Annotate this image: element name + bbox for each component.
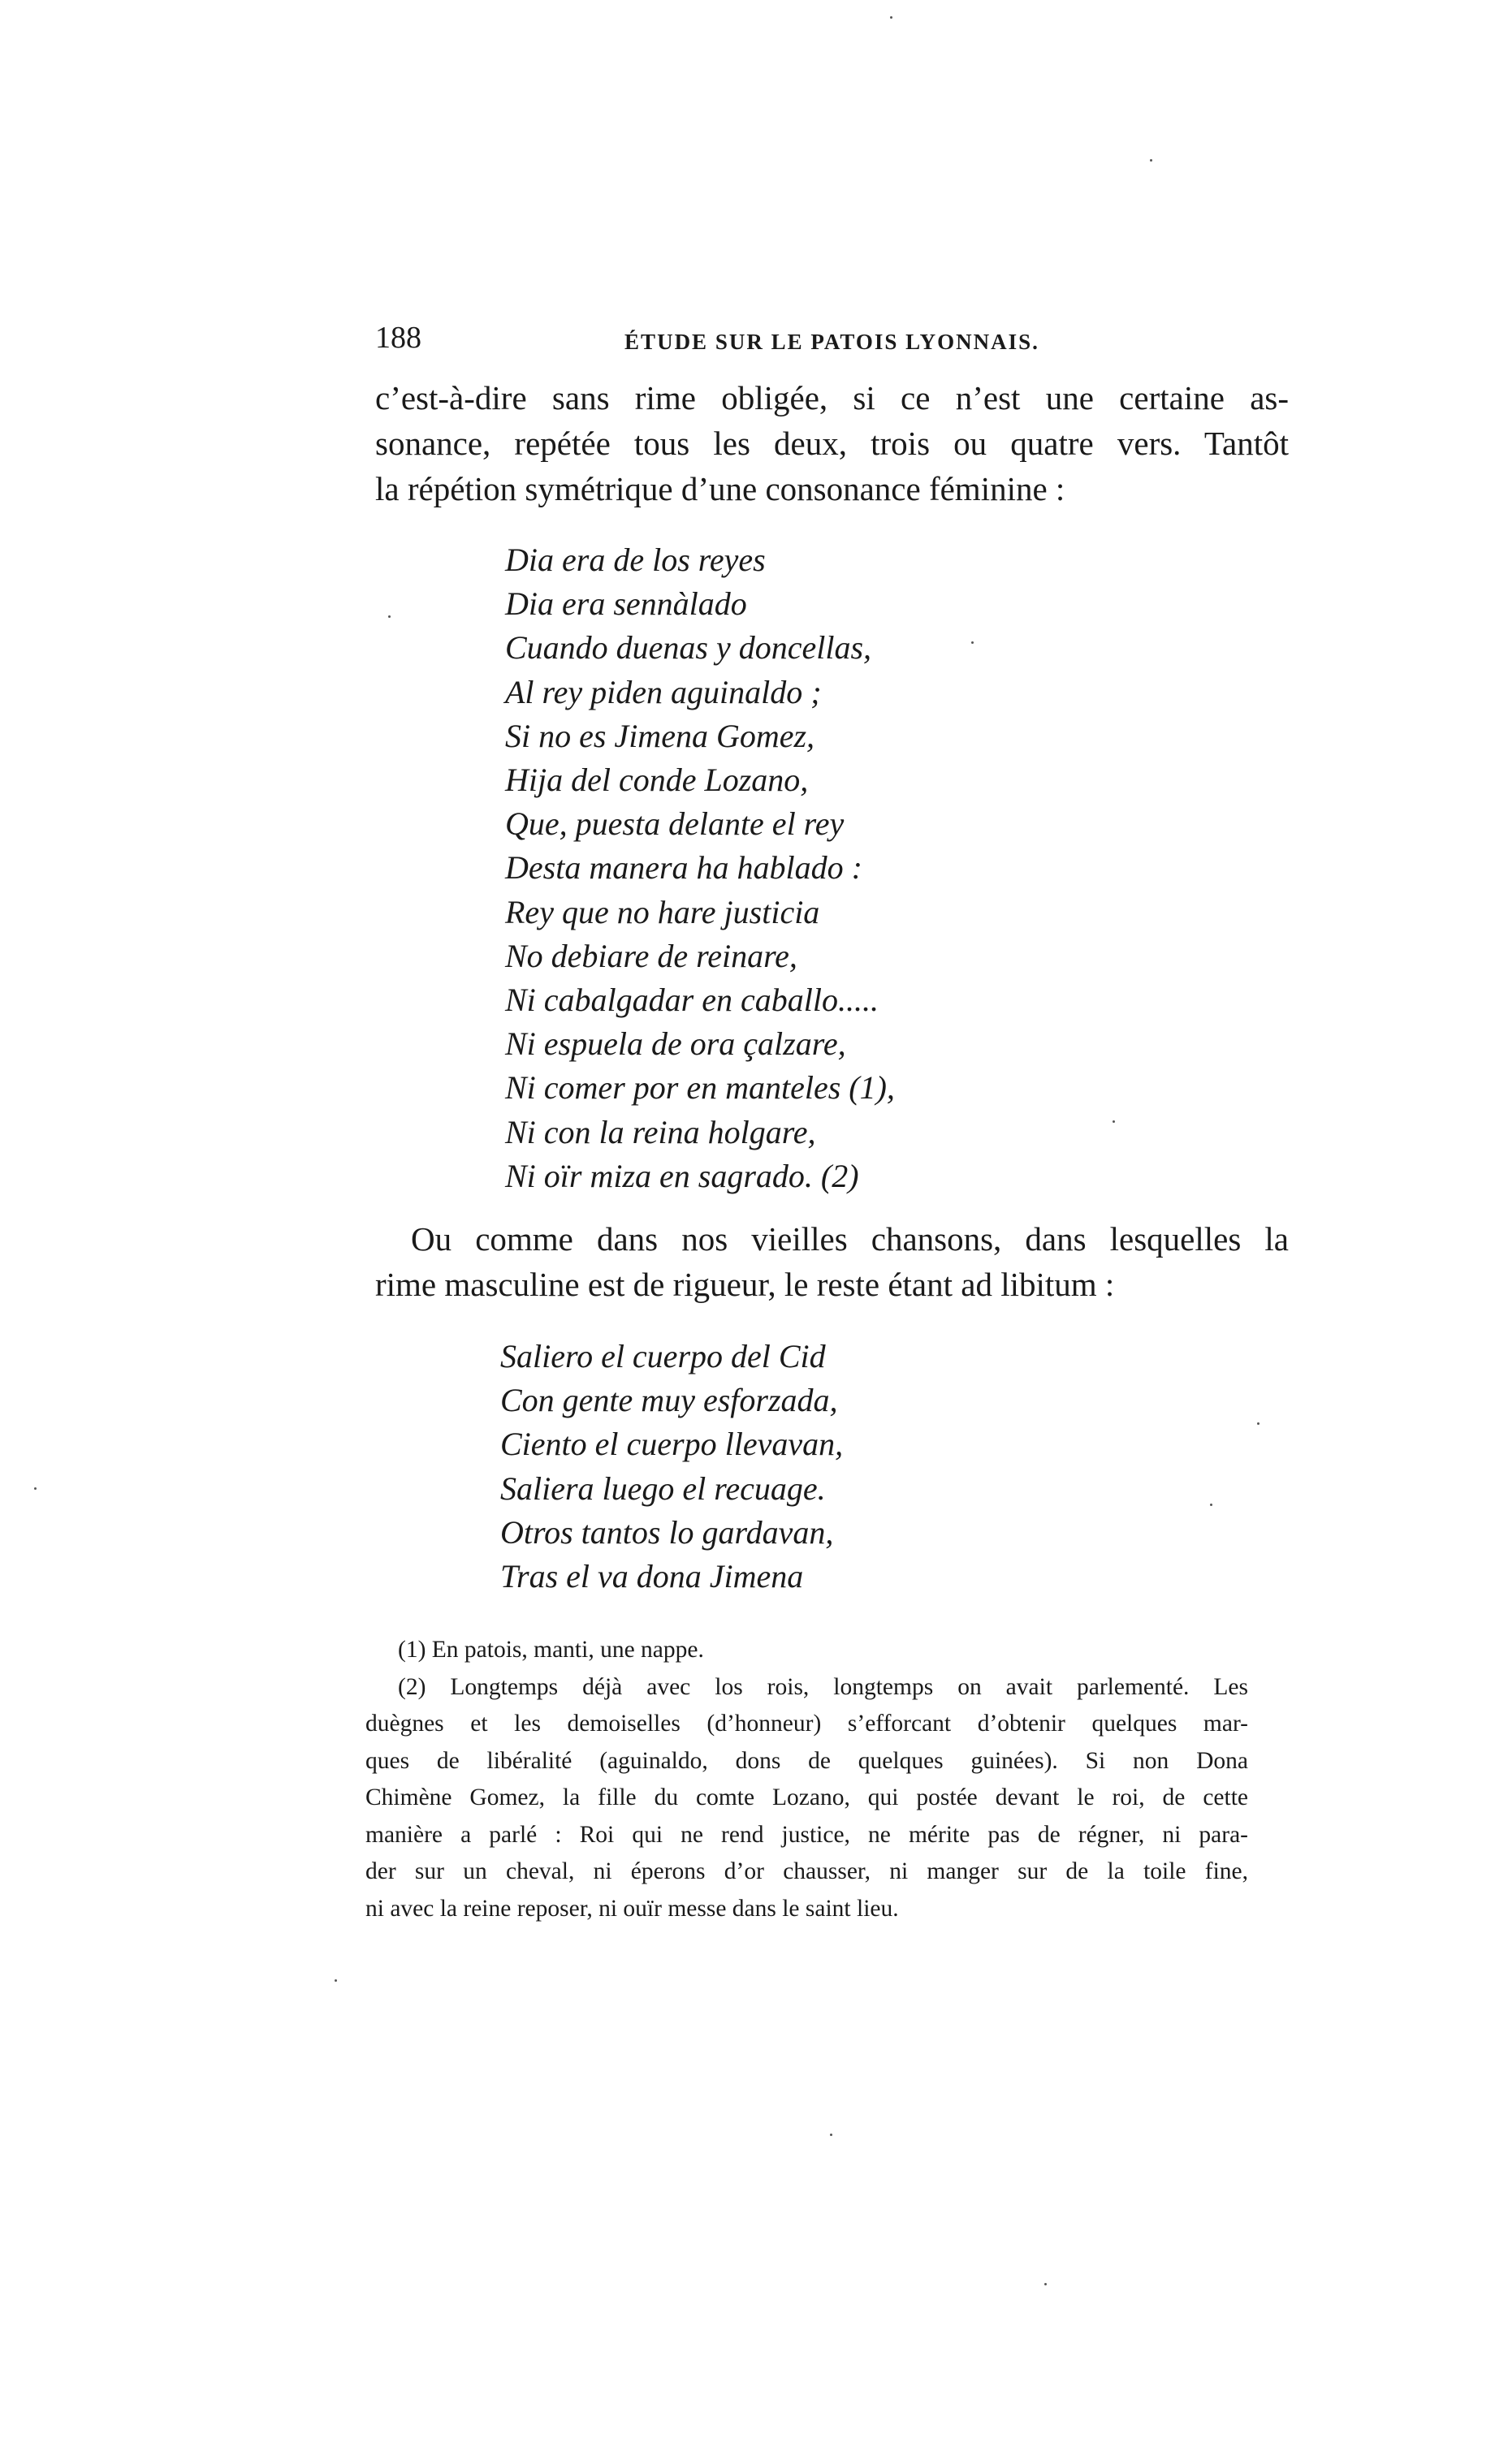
- verse-line: Saliera luego el recuage.: [500, 1469, 826, 1507]
- footnote-1: [365, 1632, 1248, 1669]
- footnote-line: duègnes et les demoiselles (d’honneur) s’efforcant d’obtenir quelques mar-: [365, 1711, 1248, 1737]
- text-line: la répétion symétrique d’une consonance féminine :: [375, 470, 1065, 507]
- verse-line: Dia era de los reyes: [505, 542, 766, 578]
- verse-line: Hija del conde Lozano,: [505, 762, 809, 799]
- paper-speck: [388, 615, 391, 618]
- footnote-line: der sur un cheval, ni éperons d’or chausser, ni manger sur de la toile fine,: [365, 1858, 1248, 1884]
- verse-line: Con gente muy esforzada,: [500, 1382, 838, 1419]
- verse-line: Saliero el cuerpo del Cid: [500, 1338, 826, 1374]
- text-line: rime masculine est de rigueur, le reste étant ad libitum :: [375, 1266, 1115, 1303]
- paper-speck: [1257, 1422, 1260, 1425]
- verse-line: Rey que no hare justicia: [505, 893, 820, 930]
- verse-line: No debiare de reinare,: [505, 937, 797, 974]
- paper-speck: [830, 2134, 832, 2136]
- footnotes: [365, 1632, 1248, 1927]
- text-line: c’est-à-dire sans rime obligée, si ce n’est une certaine as-: [375, 379, 1289, 416]
- verse-line: Otros tantos lo gardavan,: [500, 1513, 834, 1551]
- paper-speck: [890, 16, 892, 19]
- running-title: ÉTUDE SUR LE PATOIS LYONNAIS.: [624, 330, 1039, 354]
- verse-line: Ni comer por en manteles (1),: [505, 1069, 895, 1107]
- verse-line: Ni oïr miza en sagrado. (2): [505, 1157, 859, 1194]
- verse-line: Ni cabalgadar en caballo.....: [505, 982, 879, 1019]
- intro-paragraph: [375, 375, 1289, 511]
- text-line: sonance, repétée tous les deux, trois ou quatre vers. Tantôt: [375, 425, 1289, 462]
- verse-block-two: [500, 1335, 843, 1599]
- verse-line: Si no es Jimena Gomez,: [505, 717, 815, 754]
- footnote-line: (2) Longtemps déjà avec los rois, longtemps on avait parlementé. Les: [398, 1673, 1248, 1700]
- paper-speck: [1210, 1504, 1212, 1506]
- footnote-line: ques de libéralité (aguinaldo, dons de quelques guinées). Si non Dona: [365, 1747, 1248, 1774]
- paper-speck: [335, 1979, 337, 1982]
- middle-paragraph: [375, 1216, 1289, 1307]
- paper-speck: [34, 1487, 37, 1490]
- verse-line: Que, puesta delante el rey: [505, 805, 845, 843]
- footnote-line: ni avec la reine reposer, ni ouïr messe dans le saint lieu.: [365, 1895, 899, 1922]
- footnote-line: Chimène Gomez, la fille du comte Lozano, qui postée devant le roi, de cette: [365, 1784, 1248, 1810]
- verse-line: Ni con la reina holgare,: [505, 1113, 816, 1150]
- verse-line: Al rey piden aguinaldo ;: [505, 673, 822, 710]
- paper-speck: [1044, 2283, 1047, 2285]
- verse-line: Dia era sennàlado: [505, 585, 747, 623]
- verse-line: Ciento el cuerpo llevavan,: [500, 1426, 844, 1463]
- verse-line: Cuando duenas y doncellas,: [505, 629, 872, 667]
- paper-speck: [971, 641, 974, 644]
- verse-block-one: [505, 538, 895, 1198]
- text-line: Ou comme dans nos vieilles chansons, dans lesquelles la: [411, 1220, 1289, 1258]
- paper-speck: [1113, 1120, 1115, 1123]
- verse-line: Desta manera ha hablado :: [505, 849, 862, 887]
- page-number: 188: [375, 321, 421, 355]
- verse-line: Tras el va dona Jimena: [500, 1558, 804, 1595]
- verse-line: Ni espuela de ora çalzare,: [505, 1025, 846, 1063]
- footnote-line: (1) En patois, manti, une nappe.: [398, 1637, 704, 1663]
- footnote-2: [365, 1669, 1248, 1928]
- page-header: [375, 317, 1289, 365]
- footnote-line: manière a parlé : Roi qui ne rend justice, ne mérite pas de régner, ni para-: [365, 1821, 1248, 1848]
- paper-speck: [1150, 159, 1152, 162]
